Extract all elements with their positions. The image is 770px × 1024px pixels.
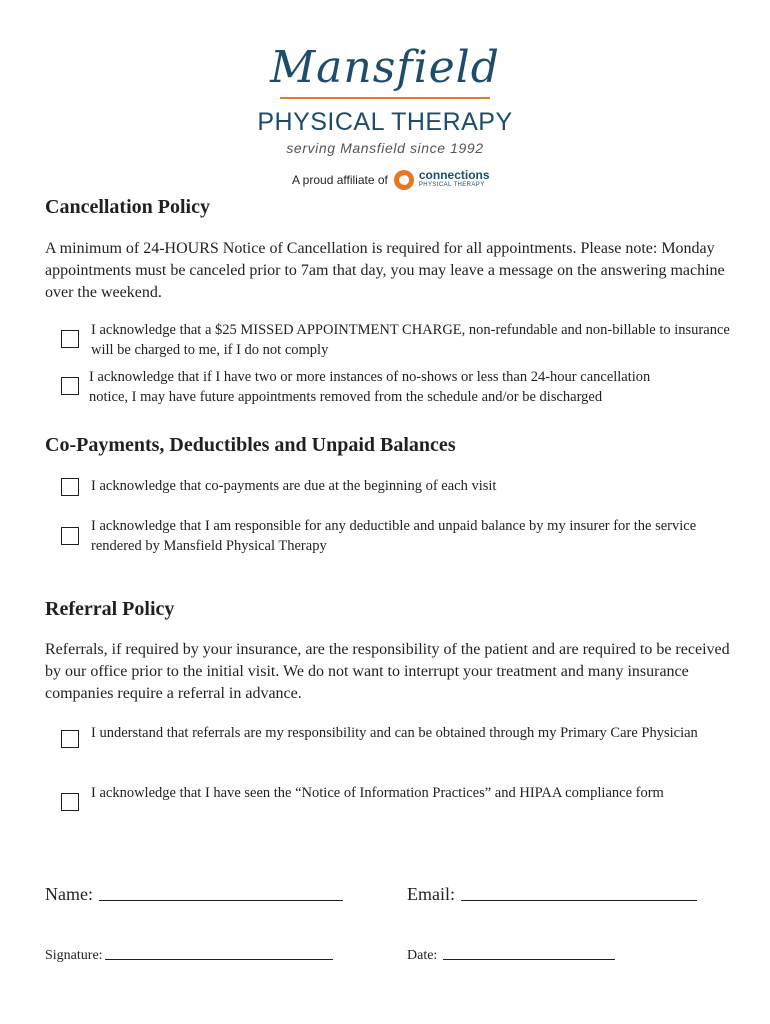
missed-charge-checkbox[interactable] xyxy=(61,330,79,348)
affiliate-brand xyxy=(419,170,490,190)
no-show-text: I acknowledge that if I have two or more instances of no-shows or less than 24-hour cancellation notice, I may have future appointments removed from the schedule and/or be discharged xyxy=(89,369,651,405)
hipaa-text: I acknowledge that I have seen the “Notice of Information Practices” and HIPAA compliance form xyxy=(91,785,664,801)
date-line[interactable] xyxy=(443,959,615,960)
signature-field[interactable] xyxy=(45,948,333,964)
email-label: Email: xyxy=(407,884,455,904)
copayments-heading: Co-Payments, Deductibles and Unpaid Balances xyxy=(45,434,456,456)
hipaa-checkbox[interactable] xyxy=(61,793,79,811)
affiliate-text: A proud affiliate of xyxy=(292,173,388,187)
logo-divider xyxy=(280,97,490,99)
deductible-text: I acknowledge that I am responsible for any deductible and unpaid balance by my insurer for the service rendered by Mansfield Physical Therapy xyxy=(91,518,697,554)
cancellation-body: A minimum of 24-HOURS Notice of Cancellation is required for all appointments. Please note: Monday appointments must be canceled prior to 7am that day, you may leave a message on the answering machine over the weekend. xyxy=(45,240,725,301)
affiliate-brand-name: connections xyxy=(418,168,490,182)
referral-body: Referrals, if required by your insurance, are the responsibility of the patient and are required to be received by our office prior to the initial visit. We do not want to interrupt your treatment and many insurance companies require a referral in advance. xyxy=(45,641,730,702)
affiliate-brand-sub: PHYSICAL THERAPY xyxy=(418,182,485,188)
copay-checkbox[interactable] xyxy=(61,478,79,496)
date-field[interactable] xyxy=(407,948,615,964)
connections-logo-icon xyxy=(394,170,414,190)
date-label: Date: xyxy=(407,948,438,963)
logo-wordmark: Mansfield xyxy=(270,42,500,93)
name-label: Name: xyxy=(45,884,93,904)
referral-checkbox[interactable] xyxy=(61,730,79,748)
email-field[interactable] xyxy=(407,884,697,905)
logo-subtitle: PHYSICAL THERAPY xyxy=(257,108,513,136)
name-field[interactable] xyxy=(45,884,343,905)
deductible-checkbox[interactable] xyxy=(61,527,79,545)
missed-charge-text: I acknowledge that a $25 MISSED APPOINTMENT CHARGE, non-refundable and non-billable to insurance will be charged to me, if I do not comply xyxy=(91,322,730,358)
affiliate-line xyxy=(292,168,490,192)
email-line[interactable] xyxy=(461,900,697,901)
signature-label: Signature: xyxy=(45,948,103,963)
copay-text: I acknowledge that co-payments are due at the beginning of each visit xyxy=(91,478,497,494)
cancellation-heading: Cancellation Policy xyxy=(45,196,210,218)
referral-heading: Referral Policy xyxy=(45,598,175,620)
logo-tagline: serving Mansfield since 1992 xyxy=(286,140,484,156)
name-line[interactable] xyxy=(99,900,343,901)
referral-text: I understand that referrals are my responsibility and can be obtained through my Primary Care Physician xyxy=(91,725,698,741)
no-show-checkbox[interactable] xyxy=(61,377,79,395)
signature-line[interactable] xyxy=(105,959,333,960)
